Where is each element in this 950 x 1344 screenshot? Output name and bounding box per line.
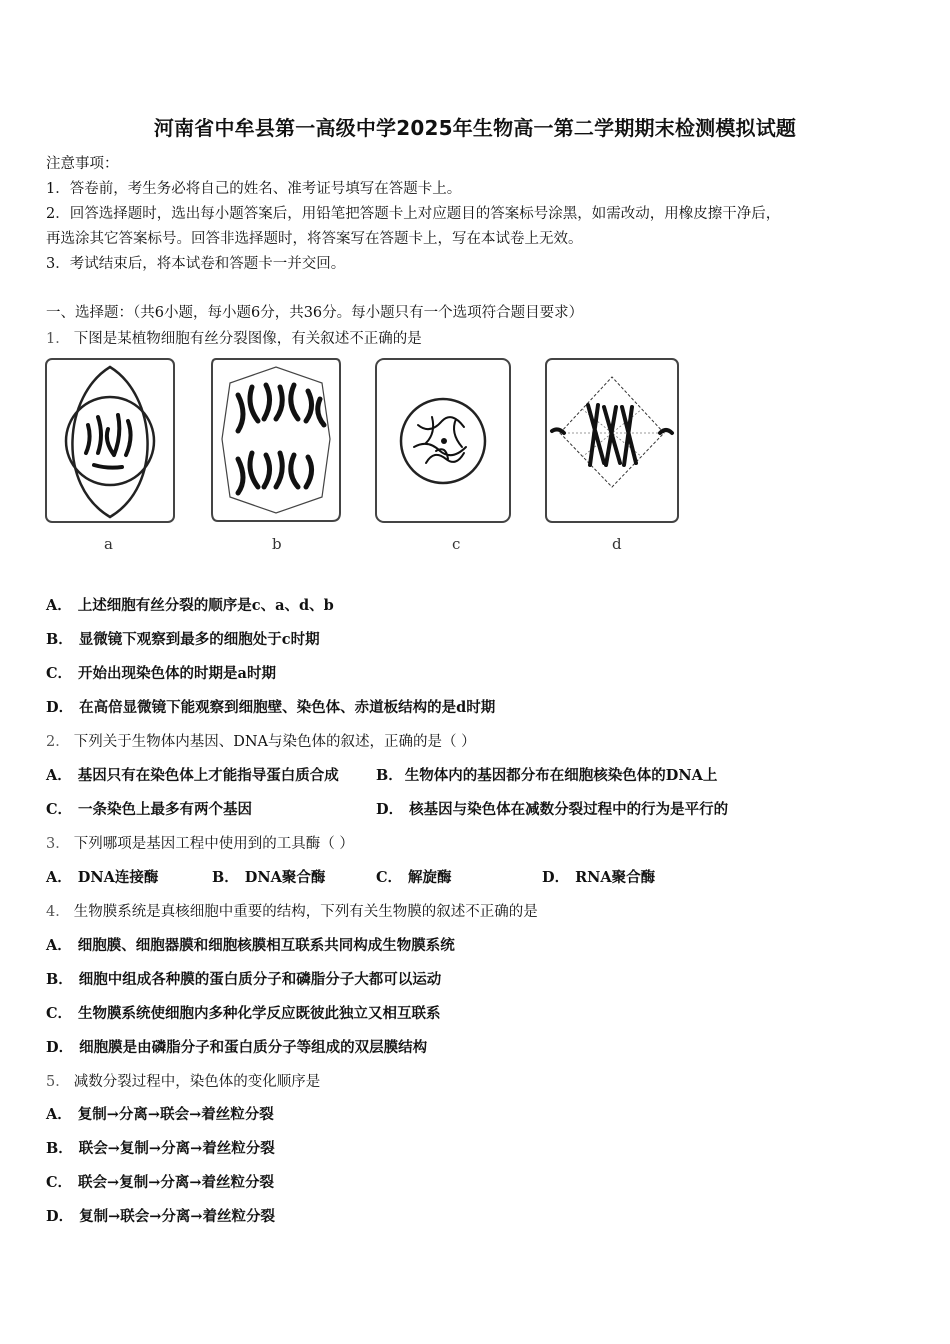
option-text: 解旋酶 — [408, 869, 452, 886]
option-label: C． — [46, 665, 73, 682]
option-label: D． — [376, 801, 404, 818]
option-label: B． — [376, 767, 403, 784]
q3-option-b[interactable] — [212, 866, 325, 887]
q2-option-b[interactable] — [376, 764, 717, 785]
question-number: 2． — [46, 734, 70, 750]
page-title: 河南省中牟县第一高级中学2025年生物高一第二学期期末检测模拟试题 — [153, 116, 797, 140]
q5-option-b[interactable] — [46, 1137, 275, 1158]
option-text: 核基因与染色体在减数分裂过程中的行为是平行的 — [409, 801, 729, 818]
cell-c-diagram — [374, 355, 512, 525]
q1-option-b[interactable] — [46, 628, 320, 649]
question-2 — [46, 730, 476, 751]
option-text: 显微镜下观察到最多的细胞处于c时期 — [78, 631, 320, 648]
cell-a-diagram — [44, 355, 176, 525]
question-5 — [46, 1070, 320, 1091]
option-label: B． — [46, 631, 73, 648]
option-label: A． — [46, 869, 72, 886]
q1-option-c[interactable] — [46, 662, 276, 683]
option-label: D． — [542, 869, 570, 886]
q3-option-a[interactable] — [46, 866, 158, 887]
question-text: 减数分裂过程中，染色体的变化顺序是 — [73, 1074, 321, 1090]
figure-label-b: b — [272, 535, 282, 553]
option-text: 开始出现染色体的时期是a时期 — [78, 665, 276, 682]
figure-d — [542, 355, 682, 553]
cell-d-diagram — [542, 355, 682, 525]
q4-option-b[interactable] — [46, 968, 441, 989]
option-text: RNA聚合酶 — [575, 869, 656, 886]
option-label: B． — [46, 971, 73, 988]
question-text: 生物膜系统是真核细胞中重要的结构，下列有关生物膜的叙述不正确的是 — [73, 904, 538, 920]
q2-option-c[interactable] — [46, 798, 252, 819]
option-label: C． — [376, 869, 403, 886]
q5-option-c[interactable] — [46, 1171, 274, 1192]
figure-label-c: c — [452, 535, 461, 553]
q4-option-c[interactable] — [46, 1002, 441, 1023]
q4-option-a[interactable] — [46, 934, 455, 955]
option-text: 联会→复制→分离→着丝粒分裂 — [78, 1174, 274, 1191]
option-text: DNA连接酶 — [77, 869, 159, 886]
q4-option-d[interactable] — [46, 1036, 427, 1057]
option-text: 联会→复制→分离→着丝粒分裂 — [78, 1140, 275, 1157]
notice-item-1: 1．答卷前，考生务必将自己的姓名、准考证号填写在答题卡上。 — [46, 181, 462, 197]
question-1 — [46, 327, 422, 348]
q5-option-a[interactable] — [46, 1103, 274, 1124]
question-text: 下列哪项是基因工程中使用到的工具酶（ ） — [73, 836, 354, 852]
option-text: 复制→联会→分离→着丝粒分裂 — [79, 1208, 276, 1225]
q2-option-a[interactable] — [46, 764, 339, 785]
option-label: B． — [46, 1140, 73, 1157]
option-text: 复制→分离→联会→着丝粒分裂 — [77, 1106, 274, 1123]
figure-label-d: d — [612, 535, 622, 553]
q5-option-d[interactable] — [46, 1205, 275, 1226]
option-label: A． — [46, 937, 72, 954]
option-text: 细胞中组成各种膜的蛋白质分子和磷脂分子大都可以运动 — [78, 971, 442, 988]
question-number: 1． — [46, 331, 70, 347]
option-text: 一条染色上最多有两个基因 — [78, 801, 253, 818]
option-label: D． — [46, 1208, 74, 1225]
question-text: 下列关于生物体内基因、DNA与染色体的叙述，正确的是（ ） — [73, 734, 476, 750]
q1-option-d[interactable] — [46, 696, 495, 717]
question-number: 5． — [46, 1074, 70, 1090]
option-text: DNA聚合酶 — [244, 869, 326, 886]
question-number: 4． — [46, 904, 70, 920]
option-text: 在高倍显微镜下能观察到细胞壁、染色体、赤道板结构的是d时期 — [79, 699, 496, 716]
question-3 — [46, 832, 354, 853]
option-label: A． — [46, 597, 72, 614]
option-text: 上述细胞有丝分裂的顺序是c、a、d、b — [77, 597, 334, 614]
figure-c — [374, 355, 512, 553]
option-label: C． — [46, 801, 73, 818]
q3-option-c[interactable] — [376, 866, 452, 887]
figure-label-a: a — [104, 535, 113, 553]
q1-option-a[interactable] — [46, 594, 334, 615]
notice-item-2-cont: 再选涂其它答案标号。回答非选择题时，将答案写在答题卡上，写在本试卷上无效。 — [46, 231, 583, 247]
option-label: D． — [46, 1039, 74, 1056]
cell-b-diagram — [208, 355, 344, 525]
question-number: 3． — [46, 836, 70, 852]
notice-heading: 注意事项： — [46, 156, 119, 172]
figure-a — [44, 355, 176, 553]
option-text: 基因只有在染色体上才能指导蛋白质合成 — [77, 767, 339, 784]
option-text: 生物体内的基因都分布在细胞核染色体的DNA上 — [404, 767, 718, 784]
figure-b — [208, 355, 344, 553]
option-label: B． — [212, 869, 239, 886]
mitosis-figures — [44, 355, 684, 560]
option-label: C． — [46, 1005, 73, 1022]
question-4 — [46, 900, 538, 921]
option-text: 细胞膜、细胞器膜和细胞核膜相互联系共同构成生物膜系统 — [77, 937, 455, 954]
option-label: A． — [46, 767, 72, 784]
question-text: 下图是某植物细胞有丝分裂图像，有关叙述不正确的是 — [73, 331, 422, 347]
option-label: D． — [46, 699, 74, 716]
option-text: 细胞膜是由磷脂分子和蛋白质分子等组成的双层膜结构 — [79, 1039, 428, 1056]
notice-item-3: 3．考试结束后，将本试卷和答题卡一并交回。 — [46, 256, 346, 272]
notice-item-2: 2．回答选择题时，选出每小题答案后，用铅笔把答题卡上对应题目的答案标号涂黑，如需改动，用橡皮擦干净后， — [46, 206, 781, 222]
option-text: 生物膜系统使细胞内多种化学反应既彼此独立又相互联系 — [78, 1005, 441, 1022]
option-label: C． — [46, 1174, 73, 1191]
section-heading: 一、选择题：（共6小题，每小题6分，共36分。每小题只有一个选项符合题目要求） — [46, 305, 584, 321]
q2-option-d[interactable] — [376, 798, 728, 819]
q3-option-d[interactable] — [542, 866, 655, 887]
option-label: A． — [46, 1106, 72, 1123]
